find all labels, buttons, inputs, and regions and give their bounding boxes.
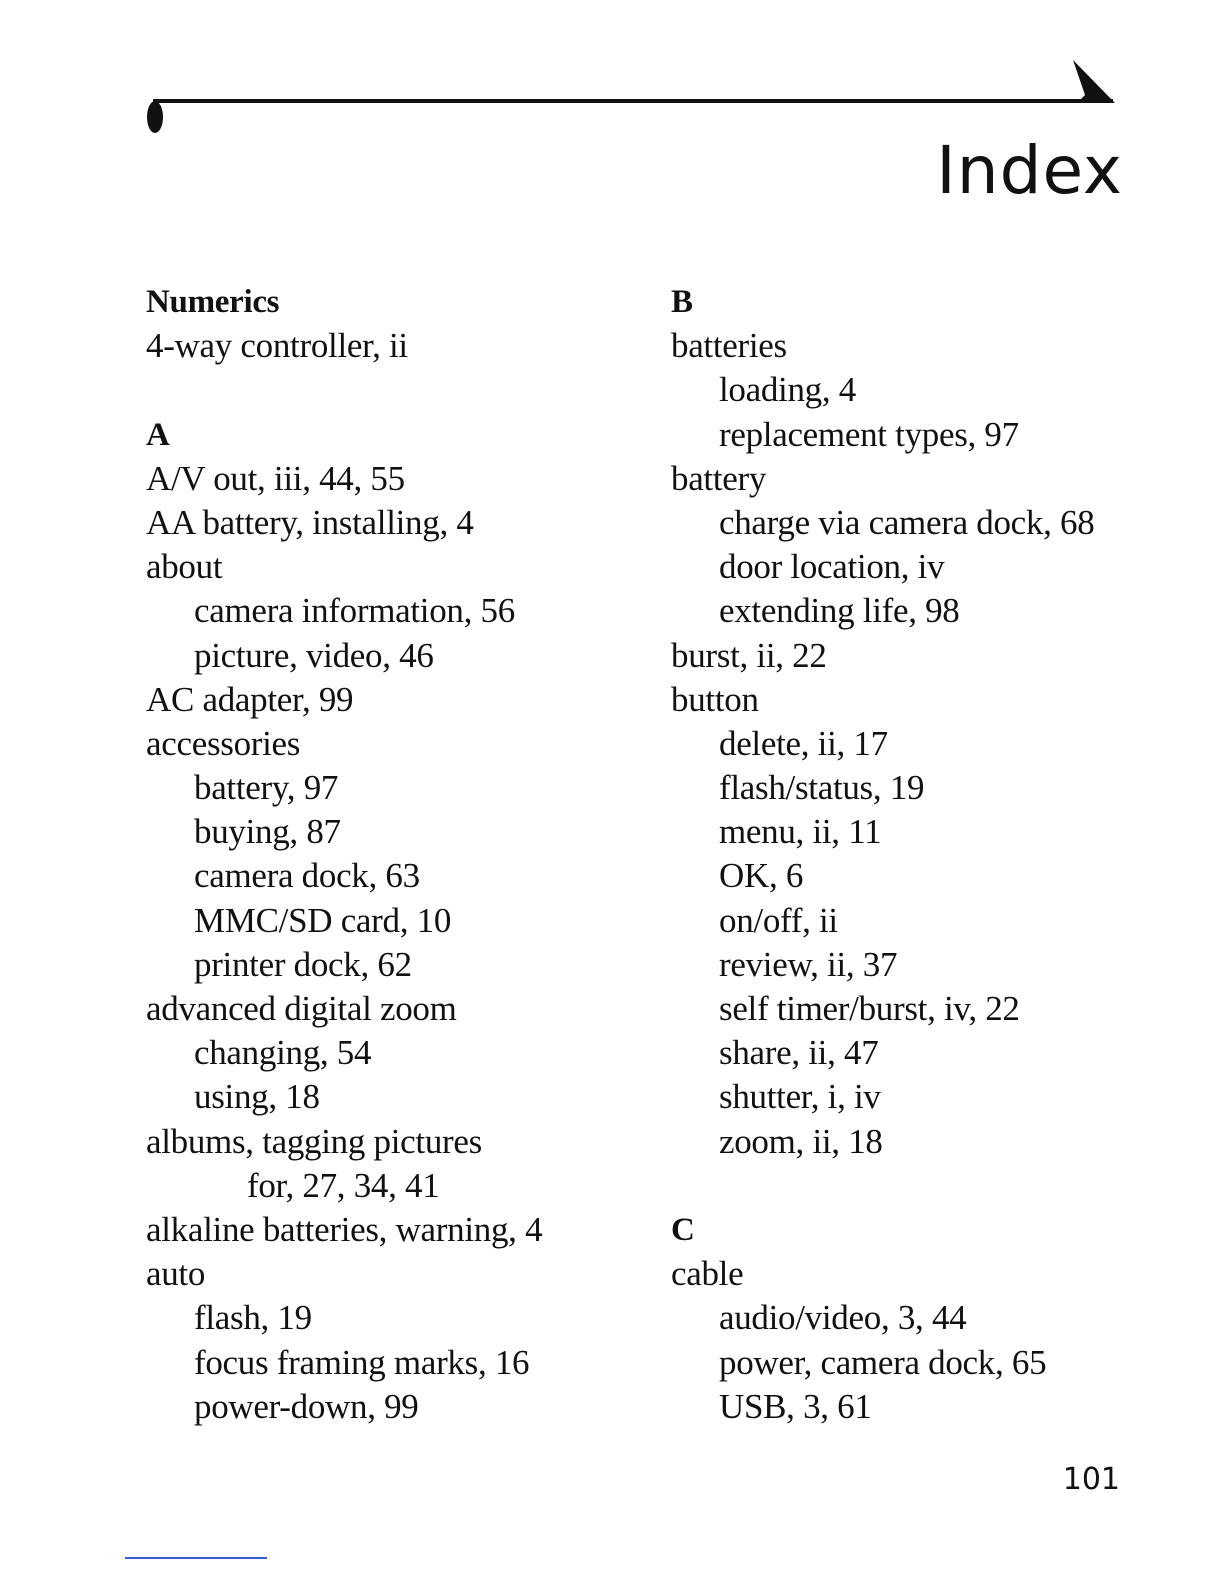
index-subentry: on/off, ii xyxy=(719,900,838,940)
index-entry: about xyxy=(146,547,223,587)
index-subentry: zoom, ii, 18 xyxy=(719,1121,883,1161)
index-subentry: buying, 87 xyxy=(194,812,341,852)
index-entry: AA battery, installing, 4 xyxy=(146,502,474,542)
index-subentry: flash/status, 19 xyxy=(719,768,925,808)
index-subentry: shutter, i, iv xyxy=(719,1077,881,1117)
index-entry: burst, ii, 22 xyxy=(671,635,827,675)
index-subentry: changing, 54 xyxy=(194,1033,372,1073)
index-entry: AC adapter, 99 xyxy=(146,679,354,719)
index-subentry: audio/video, 3, 44 xyxy=(719,1298,967,1338)
footer-rule xyxy=(125,1557,267,1559)
index-entry: A/V out, iii, 44, 55 xyxy=(146,458,405,498)
index-subentry: focus framing marks, 16 xyxy=(194,1342,530,1382)
index-entry: auto xyxy=(146,1254,206,1294)
index-entry: advanced digital zoom xyxy=(146,989,457,1028)
index-subentry: printer dock, 62 xyxy=(194,944,412,984)
index-subentry: battery, 97 xyxy=(194,768,339,808)
index-subentry: OK, 6 xyxy=(719,856,804,896)
index-subentry: self timer/burst, iv, 22 xyxy=(719,989,1020,1028)
index-entry: battery xyxy=(671,458,767,498)
index-subentry: power-down, 99 xyxy=(194,1386,419,1426)
page-title: Index xyxy=(936,132,1123,209)
index-entry: button xyxy=(671,679,759,719)
index-column-left xyxy=(146,280,606,1429)
index-entry: accessories xyxy=(146,723,301,763)
index-subentry: share, ii, 47 xyxy=(719,1033,879,1073)
index-subentry: power, camera dock, 65 xyxy=(719,1342,1047,1382)
index-column-right xyxy=(671,280,1131,1429)
index-subentry: delete, ii, 17 xyxy=(719,723,888,763)
index-subentry: extending life, 98 xyxy=(719,591,960,631)
index-entry: batteries xyxy=(671,326,787,366)
index-subentry: MMC/SD card, 10 xyxy=(194,900,452,940)
index-group-spacer xyxy=(671,1164,1131,1208)
index-subentry: camera information, 56 xyxy=(194,591,515,631)
index-entry: albums, tagging pictures xyxy=(146,1121,482,1161)
index-entry: alkaline batteries, warning, 4 xyxy=(146,1209,543,1249)
index-subentry: using, 18 xyxy=(194,1077,320,1117)
index-letter-heading: B xyxy=(671,284,693,320)
index-group-spacer xyxy=(146,368,606,412)
index-entry-continuation: for, 27, 34, 41 xyxy=(247,1165,440,1205)
page-number: 101 xyxy=(1062,1462,1120,1497)
index-entry: 4-way controller, ii xyxy=(146,326,408,366)
index-letter-heading: Numerics xyxy=(146,284,280,320)
index-subentry: USB, 3, 61 xyxy=(719,1386,872,1426)
index-subentry: picture, video, 46 xyxy=(194,635,434,675)
index-subentry: charge via camera dock, 68 xyxy=(719,502,1095,542)
index-letter-heading: A xyxy=(146,416,170,453)
index-subentry: loading, 4 xyxy=(719,370,856,410)
index-subentry: menu, ii, 11 xyxy=(719,812,882,852)
index-subentry: replacement types, 97 xyxy=(719,414,1019,454)
index-subentry: door location, iv xyxy=(719,547,945,587)
index-subentry: review, ii, 37 xyxy=(719,944,898,984)
index-subentry: camera dock, 63 xyxy=(194,856,420,896)
index-subentry: flash, 19 xyxy=(194,1298,312,1338)
index-entry: cable xyxy=(671,1254,744,1294)
index-letter-heading: C xyxy=(671,1211,695,1248)
